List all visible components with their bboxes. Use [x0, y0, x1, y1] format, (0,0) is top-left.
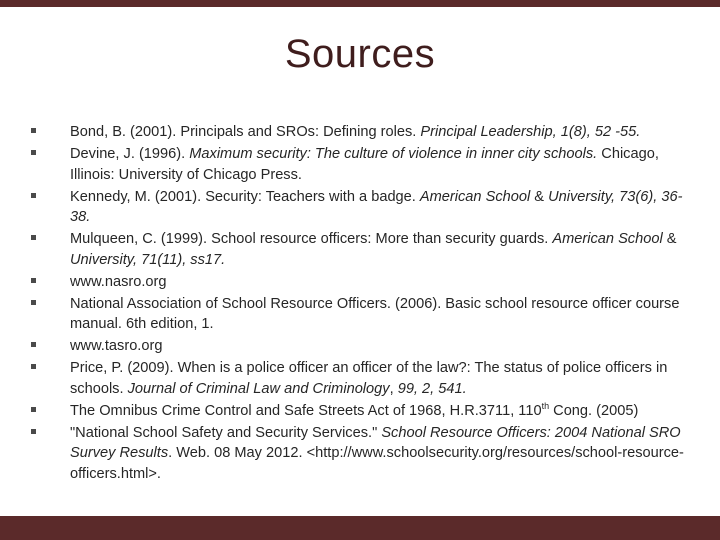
- reference-text: &: [530, 188, 549, 205]
- reference-text: . Web. 08 May 2012. <http://www.schoolsecurity.org/resources/school-resource-officers.html>.: [70, 445, 684, 482]
- reference-list: [30, 122, 690, 486]
- reference-text: Chicago, Illinois: University of Chicago Press.: [70, 146, 659, 183]
- reference-item: [30, 423, 690, 485]
- square-bullet-icon: [31, 364, 36, 369]
- square-bullet-icon: [31, 150, 36, 155]
- reference-item: [30, 401, 690, 422]
- reference-text: Kennedy, M. (2001). Security: Teachers with a badge.: [70, 188, 420, 205]
- reference-item: [30, 144, 690, 185]
- reference-text: Devine, J. (1996).: [70, 146, 190, 162]
- reference-source: University, 73(6), 36-38.: [70, 188, 683, 225]
- reference-source: Principal Leadership, 1(8), 52 -55.: [420, 124, 641, 140]
- reference-text: Mulqueen, C. (1999). School resource officers: More than security guards.: [70, 231, 553, 247]
- reference-source: School Resource Officers: 2004 National SRO Survey Results: [70, 424, 681, 461]
- reference-item: [30, 122, 690, 143]
- reference-source: University, 71(11), ss17.: [70, 251, 226, 268]
- reference-source: Maximum security: The culture of violence in inner city schools.: [189, 146, 598, 162]
- reference-text: Price, P. (2009). When is a police officer an officer of the law?: The status of police officers in schools.: [70, 360, 668, 397]
- square-bullet-icon: [31, 342, 36, 347]
- reference-item: [30, 294, 690, 335]
- reference-item: [30, 272, 690, 293]
- square-bullet-icon: [31, 429, 36, 434]
- square-bullet-icon: [31, 300, 36, 305]
- reference-item: [30, 358, 690, 399]
- reference-text: The Omnibus Crime Control and Safe Streets Act of 1968, H.R.3711, 110: [70, 402, 542, 419]
- reference-item: [30, 336, 690, 357]
- square-bullet-icon: [31, 193, 36, 198]
- bottom-accent-bar: [0, 516, 720, 540]
- reference-source: 99, 2, 541.: [397, 380, 467, 397]
- reference-text: Cong. (2005): [549, 402, 639, 419]
- square-bullet-icon: [31, 407, 36, 412]
- reference-text: Bond, B. (2001). Principals and SROs: Defining roles.: [70, 124, 421, 140]
- reference-text: National Association of School Resource Officers. (2006). Basic school resource officer course manual. 6th edition, 1.: [70, 295, 680, 332]
- reference-source: Journal of Criminal Law and Criminology: [127, 380, 390, 397]
- square-bullet-icon: [31, 278, 36, 283]
- reference-text: ,: [389, 380, 398, 397]
- square-bullet-icon: [31, 235, 36, 240]
- reference-source: American School: [552, 231, 663, 247]
- reference-source: American School: [419, 188, 531, 205]
- reference-item: [30, 187, 690, 228]
- square-bullet-icon: [31, 128, 36, 133]
- reference-item: [30, 229, 690, 270]
- ordinal-suffix: th: [541, 400, 550, 411]
- slide-title: Sources: [284, 32, 436, 76]
- reference-text: &: [662, 231, 677, 247]
- reference-text: "National School Safety and Security Services.": [70, 424, 382, 441]
- reference-link: www.nasro.org: [70, 273, 167, 290]
- reference-link: www.tasro.org: [70, 338, 163, 354]
- top-accent-bar: [0, 0, 720, 7]
